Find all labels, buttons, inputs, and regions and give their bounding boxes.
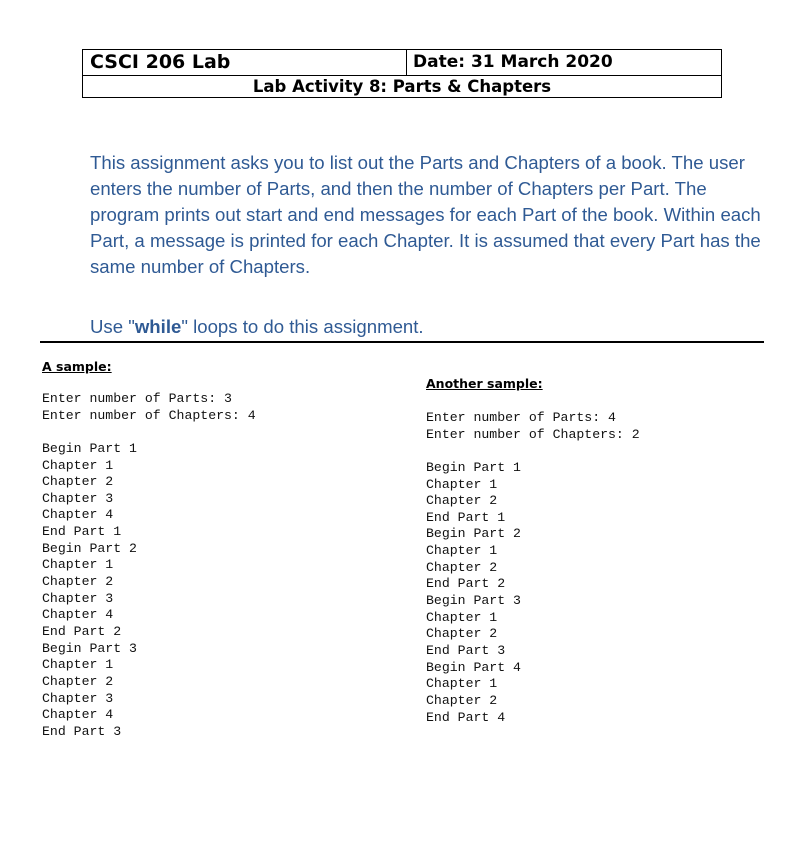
activity-title: Lab Activity 8: Parts & Chapters bbox=[83, 76, 722, 98]
sample-1-output-line: Begin Part 3 bbox=[42, 640, 137, 656]
header-row-bottom bbox=[83, 76, 722, 98]
header-row-top bbox=[83, 50, 722, 76]
sample-2-output-line: Chapter 1 bbox=[426, 609, 498, 625]
sample-1-output-line: Chapter 2 bbox=[42, 673, 114, 689]
sample-2-input-line: Enter number of Parts: 4 bbox=[426, 410, 616, 425]
sample-1-output-line: Chapter 3 bbox=[42, 490, 114, 506]
sample-1-output-line: Chapter 3 bbox=[42, 590, 114, 606]
sample-1-output-line: Begin Part 2 bbox=[42, 540, 137, 556]
blank-line bbox=[42, 424, 256, 441]
sample-2-output-line: Chapter 2 bbox=[426, 493, 498, 509]
sample-1-output-line: Chapter 3 bbox=[42, 690, 114, 706]
sample-1-output-line: Chapter 4 bbox=[42, 507, 114, 523]
loop-instruction bbox=[90, 314, 424, 340]
assignment-description: This assignment asks you to list out the Parts and Chapters of a book. The user enters the number of Parts, and then the number of Chapters per Part. The program prints out start and end messages for each Part of the book. Within each Part, a message is printed for each Chapter. It is assumed that every Part has the same number of Chapters. bbox=[90, 152, 761, 277]
loop-instruction-suffix: " loops to do this assignment. bbox=[181, 316, 424, 337]
section-divider bbox=[40, 341, 764, 343]
lab-date: Date: 31 March 2020 bbox=[407, 50, 722, 76]
sample-1-output-line: Chapter 4 bbox=[42, 707, 114, 723]
sample-1-output-line: Chapter 2 bbox=[42, 574, 114, 590]
sample-2-output-line: Chapter 2 bbox=[426, 559, 498, 575]
blank-line bbox=[426, 443, 640, 460]
course-title: CSCI 206 Lab bbox=[83, 50, 407, 76]
loop-keyword: while bbox=[134, 316, 182, 337]
sample-2-output-line: Chapter 1 bbox=[426, 476, 498, 492]
sample-1-output-line: Begin Part 1 bbox=[42, 440, 137, 456]
sample-2-title: Another sample: bbox=[426, 376, 543, 391]
sample-2-output-line: End Part 1 bbox=[426, 509, 506, 525]
sample-1-output-line: Chapter 1 bbox=[42, 557, 114, 573]
sample-2-input-line: Enter number of Chapters: 2 bbox=[426, 426, 640, 442]
sample-2-output-line: Begin Part 2 bbox=[426, 526, 521, 542]
sample-2-console bbox=[426, 410, 640, 726]
sample-1-output-line: Chapter 2 bbox=[42, 474, 114, 490]
sample-2-output-line: Begin Part 3 bbox=[426, 593, 521, 609]
loop-instruction-prefix: Use " bbox=[90, 316, 135, 337]
sample-1-output-line: Chapter 4 bbox=[42, 607, 114, 623]
sample-1-input-line: Enter number of Parts: 3 bbox=[42, 391, 232, 406]
sample-1-console bbox=[42, 391, 256, 740]
sample-2-output-line: Chapter 2 bbox=[426, 692, 498, 708]
sample-1-title: A sample: bbox=[42, 359, 112, 374]
sample-2-output-line: Begin Part 1 bbox=[426, 459, 521, 475]
sample-2-output-line: Chapter 1 bbox=[426, 543, 498, 559]
sample-1-output-line: Chapter 1 bbox=[42, 657, 114, 673]
sample-2-output-line: Chapter 1 bbox=[426, 676, 498, 692]
sample-2-output-line: End Part 3 bbox=[426, 642, 506, 658]
sample-1-output-line: Chapter 1 bbox=[42, 457, 114, 473]
lab-header-table bbox=[82, 49, 722, 98]
sample-1-input-line: Enter number of Chapters: 4 bbox=[42, 407, 256, 423]
sample-2-output-line: Chapter 2 bbox=[426, 626, 498, 642]
sample-2-output-line: Begin Part 4 bbox=[426, 659, 521, 675]
sample-1-output-line: End Part 1 bbox=[42, 524, 122, 540]
sample-2-output-line: End Part 4 bbox=[426, 709, 506, 725]
sample-2-output-line: End Part 2 bbox=[426, 576, 506, 592]
sample-1-output-line: End Part 3 bbox=[42, 723, 122, 739]
sample-1-output-line: End Part 2 bbox=[42, 623, 122, 639]
